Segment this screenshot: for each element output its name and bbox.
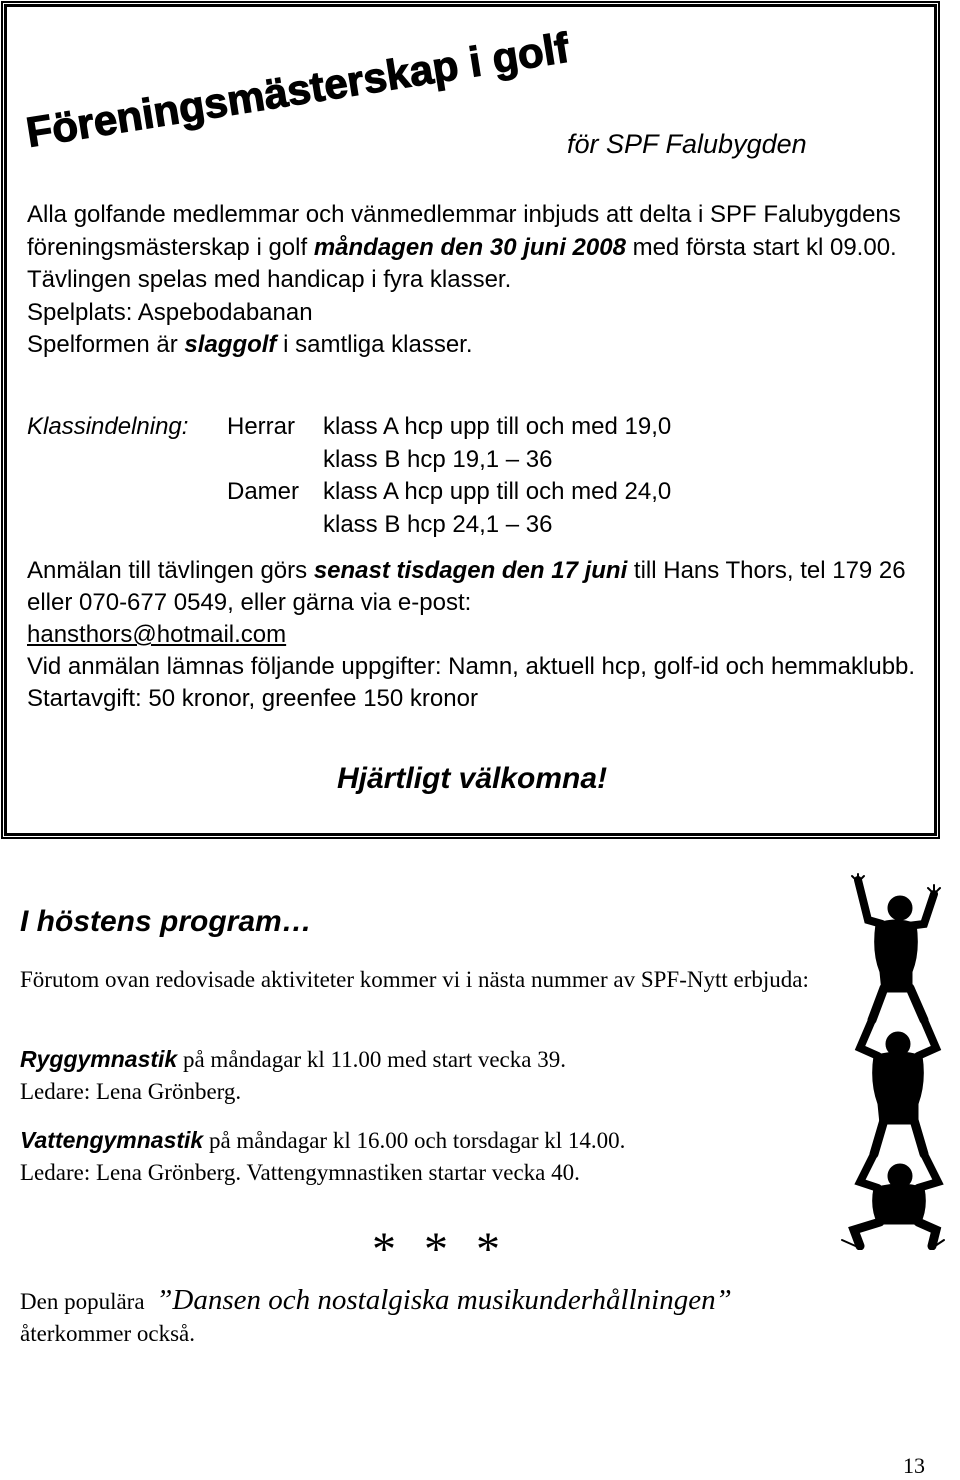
activity-name: Vattengymnastik <box>20 1127 204 1153</box>
venue-line: Spelplats: Aspebodabanan <box>27 298 313 326</box>
intro-paragraph: Alla golfande medlemmar och vänmedlemmar inbjuds att delta i SPF Falubygdens föreningsmästerskap i golf måndagen den 30 juni 2008 med första start kl 09.00. <box>27 201 901 261</box>
fee-line: Startavgift: 50 kronor, greenfee 150 kronor <box>27 685 478 712</box>
class-row: Damer klass A hcp upp till och med 24,0 <box>227 478 672 505</box>
dance-announcement: Den populära ”Dansen och nostalgiska musikunderhållningen” återkommer också. <box>20 1284 820 1350</box>
class-table <box>27 411 927 541</box>
welcome-text: Hjärtligt välkomna! <box>337 762 608 795</box>
email-link[interactable]: hansthors@hotmail.com <box>27 621 287 648</box>
signup-paragraph: Anmälan till tävlingen görs senast tisdagen den 17 juni till Hans Thors, tel 179 26 eller 070-677 0549, eller gärna via e-post: hansthors@hotmail.com <box>27 557 906 648</box>
class-row: klass B hcp 24,1 – 36 <box>323 510 553 538</box>
signup-deadline: senast tisdagen den 17 juni <box>313 557 628 584</box>
event-date: måndagen den 30 juni 2008 <box>313 233 626 261</box>
dance-title: ”Dansen och nostalgiska musikunderhållningen” <box>156 1284 732 1316</box>
golf-invitation-box <box>4 4 937 836</box>
section-separator: * * * <box>372 1223 508 1276</box>
handicap-line: Tävlingen spelas med handicap i fyra klasser. <box>27 266 512 293</box>
page-number: 13 <box>903 1453 925 1478</box>
golf-intro <box>27 199 927 362</box>
class-row: klass B hcp 19,1 – 36 <box>323 445 553 473</box>
class-row: Klassindelning: Herrar klass A hcp upp till och med 19,0 <box>27 413 672 440</box>
signup-info: Vid anmälan lämnas följande uppgifter: Namn, aktuell hcp, golf-id och hemmaklubb. <box>27 653 916 680</box>
program-title: I höstens program… <box>20 905 312 938</box>
activity-item: Vattengymnastik på måndagar kl 16.00 och torsdagar kl 14.00. Ledare: Lena Grönberg. Vattengymnastiken startar vecka 40. <box>20 1127 626 1185</box>
format-line: Spelformen är slaggolf i samtliga klasser. <box>27 331 473 358</box>
golf-subtitle: för SPF Falubygden <box>567 129 807 159</box>
signup-section <box>27 555 927 715</box>
golf-title <box>23 23 585 156</box>
activity-name: Ryggymnastik <box>20 1046 178 1072</box>
activity-item: Ryggymnastik på måndagar kl 11.00 med start vecka 39. Ledare: Lena Grönberg. <box>20 1046 566 1104</box>
acrobat-tower-icon <box>838 872 948 1250</box>
svg-text:Föreningsmästerskap i golf: Föreningsmästerskap i golf <box>23 23 573 156</box>
program-intro: Förutom ovan redovisade aktiviteter kommer vi i nästa nummer av SPF-Nytt erbjuda: <box>20 967 809 992</box>
